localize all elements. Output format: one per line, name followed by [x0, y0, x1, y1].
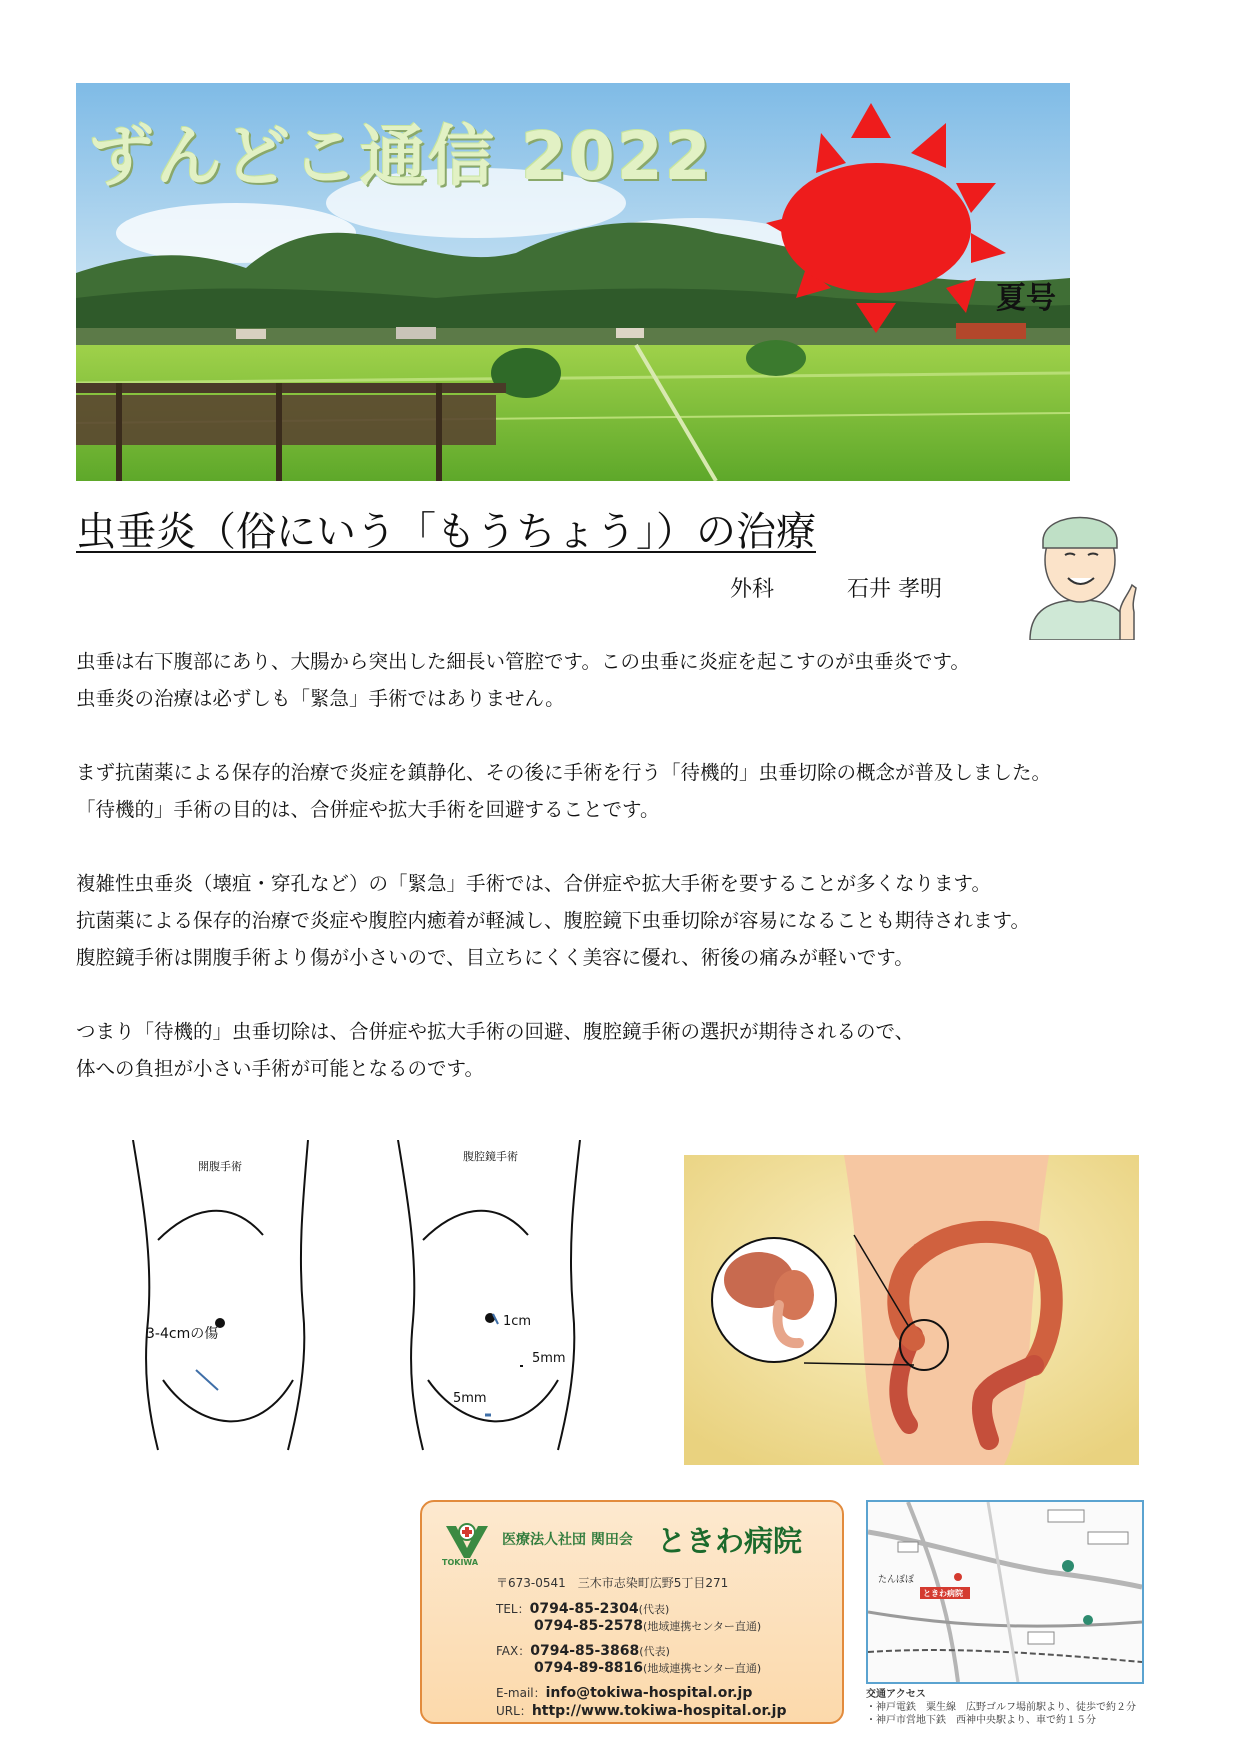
laparoscopic-torso — [398, 1140, 580, 1450]
paragraph-line: 虫垂炎の治療は必ずしも「緊急」手術ではありません。 — [76, 687, 565, 710]
access-line: ・神戸電鉄 粟生線 広野ゴルフ場前駅より、徒歩で約２分 — [866, 1702, 1136, 1713]
paragraph-line: 腹腔鏡手術は開腹手術より傷が小さいので、目立ちにくく美容に優れ、術後の痛みが軽いです。 — [76, 946, 914, 969]
header-banner — [76, 83, 1070, 481]
paragraph-line: 抗菌薬による保存的治療で炎症や腹腔内癒着が軽減し、腹腔鏡下虫垂切除が容易になることも期待されます。 — [76, 909, 1030, 932]
open-surgery-torso — [133, 1140, 308, 1450]
url-row: URL：http://www.tokiwa-hospital.or.jp — [496, 1703, 787, 1719]
hospital-info-card — [420, 1500, 844, 1724]
season-label: 夏号 — [996, 281, 1056, 316]
lap-1cm-label: 1cm — [503, 1314, 532, 1329]
laparoscopic-title: 腹腔鏡手術 — [463, 1150, 518, 1163]
newsletter-title: ずんどこ通信 2022 — [88, 118, 713, 195]
fax-row-1: FAX：0794-85-3868(代表) — [496, 1643, 670, 1659]
open-surgery-label: 3-4cmの傷 — [146, 1326, 219, 1342]
lap-5mm-label-b: 5mm — [453, 1391, 487, 1406]
tel-row-2: 0794-85-2578(地域連携センター直通) — [534, 1618, 762, 1634]
hospital-organization: 医療法人社団 関田会 — [502, 1532, 633, 1548]
map-pin-icon — [954, 1573, 962, 1581]
fax-row-2: 0794-89-8816(地域連携センター直通) — [534, 1660, 762, 1676]
tel-row-1: TEL：0794-85-2304(代表) — [496, 1601, 670, 1617]
website-link[interactable]: http://www.tokiwa-hospital.or.jp — [531, 1703, 787, 1719]
tel-number-2[interactable]: 0794-85-2578 — [534, 1618, 644, 1634]
access-map — [866, 1500, 1144, 1684]
paragraph-line: 複雑性虫垂炎（壊疽・穿孔など）の「緊急」手術では、合併症や拡大手術を要することが多くなります。 — [76, 872, 991, 895]
svg-text:たんぽぽ: たんぽぽ — [878, 1575, 915, 1585]
author-name: 石井 孝明 — [847, 577, 942, 602]
access-line: ・神戸市営地下鉄 西神中央駅より、車で約１５分 — [866, 1715, 1096, 1726]
map-drawing — [868, 1502, 1142, 1682]
paragraph-line: つまり「待機的」虫垂切除は、合併症や拡大手術の回避、腹腔鏡手術の選択が期待されるので、 — [76, 1020, 915, 1043]
incision-diagram — [118, 1140, 598, 1460]
email-link[interactable]: info@tokiwa-hospital.or.jp — [545, 1685, 753, 1701]
hospital-address: 〒673-0541 三木市志染町広野5丁目271 — [496, 1576, 729, 1590]
fax-number-1: 0794-85-3868 — [530, 1643, 640, 1659]
lap-5mm-label-a: 5mm — [532, 1351, 566, 1366]
paragraph-line: 「待機的」手術の目的は、合併症や拡大手術を回避することです。 — [76, 798, 660, 821]
paragraph-line: まず抗菌薬による保存的治療で炎症を鎮静化、その後に手術を行う「待機的」虫垂切除の概念が普及しました。 — [76, 761, 1052, 784]
fax-number-2: 0794-89-8816 — [534, 1660, 644, 1676]
colon-appendix-illustration — [684, 1155, 1139, 1465]
email-row: E-mail：info@tokiwa-hospital.or.jp — [496, 1685, 753, 1701]
open-surgery-title: 開腹手術 — [198, 1160, 242, 1173]
access-title: 交通アクセス — [866, 1689, 926, 1700]
department: 外科 — [730, 577, 775, 602]
tel-number-1[interactable]: 0794-85-2304 — [529, 1601, 639, 1617]
article-headline: 虫垂炎（俗にいう「もうちょう」）の治療 — [76, 509, 816, 555]
svg-text:ときわ病院: ときわ病院 — [923, 1589, 963, 1598]
doctor-illustration — [1010, 500, 1150, 640]
paragraph-line: 体への負担が小さい手術が可能となるのです。 — [76, 1057, 484, 1080]
logo-text: TOKIWA — [442, 1558, 479, 1567]
hospital-name: ときわ病院 — [657, 1524, 803, 1558]
access-info — [866, 1688, 1136, 1727]
open-surgery-incision — [196, 1370, 218, 1390]
paragraph-line: 虫垂は右下腹部にあり、大腸から突出した細長い管腔です。この虫垂に炎症を起こすのが虫垂炎です。 — [76, 650, 970, 673]
article-body — [76, 643, 1176, 1087]
